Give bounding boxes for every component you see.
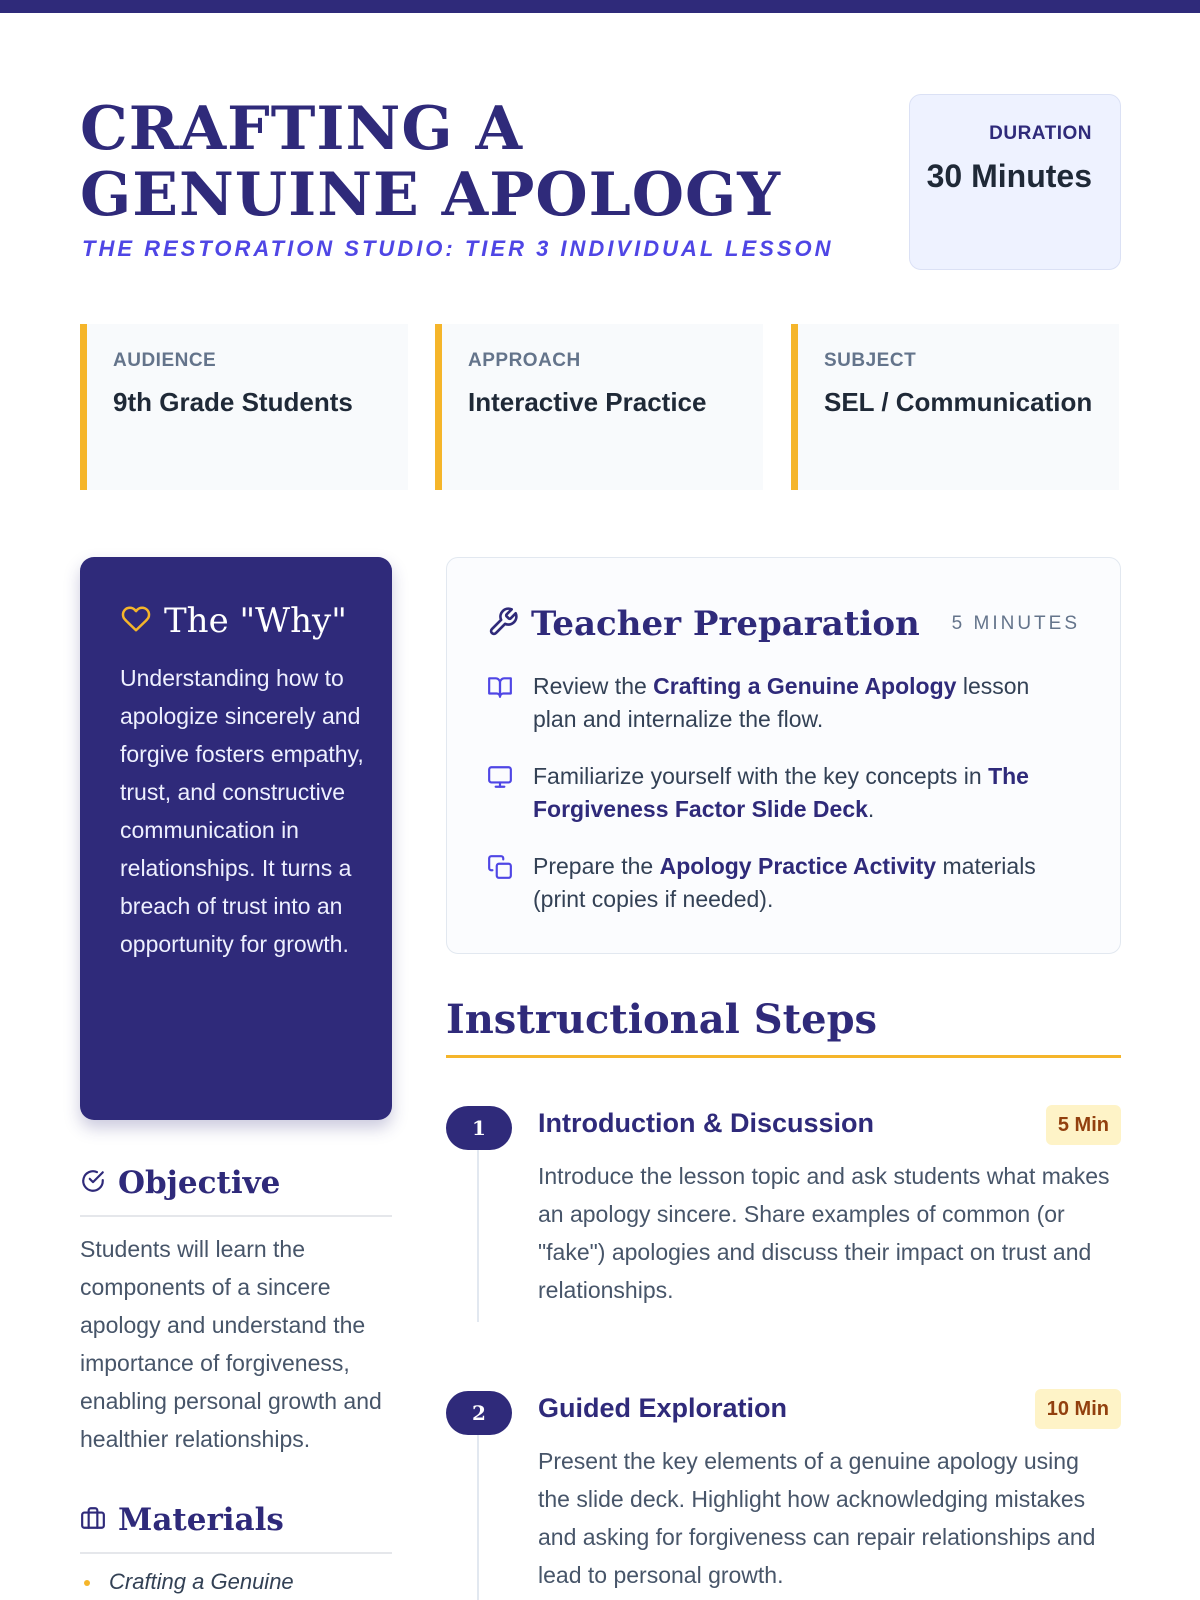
approach-card [435, 324, 763, 490]
prep-time: 5 MINUTES [951, 613, 1080, 634]
objective-title: Objective [118, 1165, 281, 1201]
prep-item-highlight: The Forgiveness Factor Slide Deck [533, 763, 1029, 822]
prep-item-post: . [867, 796, 875, 822]
material-item: Crafting a Genuine [80, 1565, 392, 1599]
prep-list [487, 670, 1080, 916]
timeline-line [477, 1150, 479, 1322]
why-card [80, 557, 392, 1120]
prep-item-post: lesson plan and internalize the flow. [533, 673, 1030, 732]
timeline-line [477, 1435, 479, 1600]
approach-value: Interactive Practice [468, 387, 707, 417]
duration-value: 30 Minutes [926, 158, 1092, 194]
step-number-badge: 1 [446, 1106, 512, 1150]
prep-item-post: materials (print copies if needed). [533, 853, 1036, 912]
why-header [120, 601, 362, 641]
page-title: CRAFTING A GENUINE APOLOGY [80, 94, 782, 230]
heart-icon [120, 604, 152, 639]
subject-card [791, 324, 1119, 490]
duration-box [909, 94, 1121, 270]
audience-value: 9th Grade Students [113, 387, 353, 417]
prep-item-pre: Familiarize yourself with the key concepts in [533, 763, 989, 789]
page-subtitle: THE RESTORATION STUDIO: TIER 3 INDIVIDUAL LESSON [82, 236, 834, 261]
step-title: Introduction & Discussion [538, 1108, 875, 1138]
copy-icon [487, 854, 517, 889]
audience-label: AUDIENCE [113, 350, 217, 371]
prep-item-text [533, 850, 1073, 916]
teacher-prep-card [446, 557, 1121, 954]
approach-label: APPROACH [468, 350, 581, 371]
audience-card [80, 324, 408, 490]
materials-title: Materials [118, 1502, 284, 1538]
book-open-icon [487, 674, 517, 709]
wrench-icon [487, 606, 519, 643]
steps-title: Instructional Steps [446, 996, 1121, 1058]
prep-item-pre: Review the [533, 673, 654, 699]
prep-item-highlight: Apology Practice Activity [659, 853, 937, 879]
step-time-badge: 10 Min [1035, 1389, 1121, 1429]
prep-item [487, 850, 1080, 916]
objective-text: Students will learn the components of a sincere apology and understand the importance of forgiveness, enabling personal growth and healthier relationships. [80, 1236, 382, 1452]
step-number-badge: 2 [446, 1391, 512, 1435]
monitor-icon [487, 764, 517, 799]
check-circle-icon [80, 1168, 106, 1199]
prep-header [487, 604, 1080, 644]
materials-list [80, 1565, 392, 1599]
prep-item-text [533, 670, 1073, 736]
subject-value: SEL / Communication [824, 387, 1093, 417]
why-title: The "Why" [164, 601, 347, 641]
subject-label: SUBJECT [824, 350, 917, 371]
step-description: Introduce the lesson topic and ask students what makes an apology sincere. Share examples of common (or "fake") apologies and discuss their impact on trust and relationships. [538, 1163, 1110, 1303]
prep-item [487, 670, 1080, 736]
duration-label: DURATION [989, 123, 1092, 144]
prep-item [487, 760, 1080, 826]
step-time-badge: 5 Min [1046, 1105, 1121, 1145]
briefcase-icon [80, 1505, 106, 1536]
step-description: Present the key elements of a genuine apology using the slide deck. Highlight how acknowledging mistakes and asking for forgiveness can repair relationships and lead to personal growth. [538, 1448, 1096, 1588]
prep-item-highlight: Crafting a Genuine Apology [653, 673, 957, 699]
step-title: Guided Exploration [538, 1393, 788, 1423]
prep-title: Teacher Preparation [531, 604, 920, 644]
prep-item-text [533, 760, 1073, 826]
prep-item-pre: Prepare the [533, 853, 660, 879]
why-text: Understanding how to apologize sincerely and forgive fosters empathy, trust, and constructive communication in relationships. It turns a breach of trust into an opportunity for growth. [120, 665, 364, 957]
top-accent-bar [0, 0, 1200, 13]
objective-header [80, 1165, 392, 1217]
materials-header [80, 1502, 392, 1554]
